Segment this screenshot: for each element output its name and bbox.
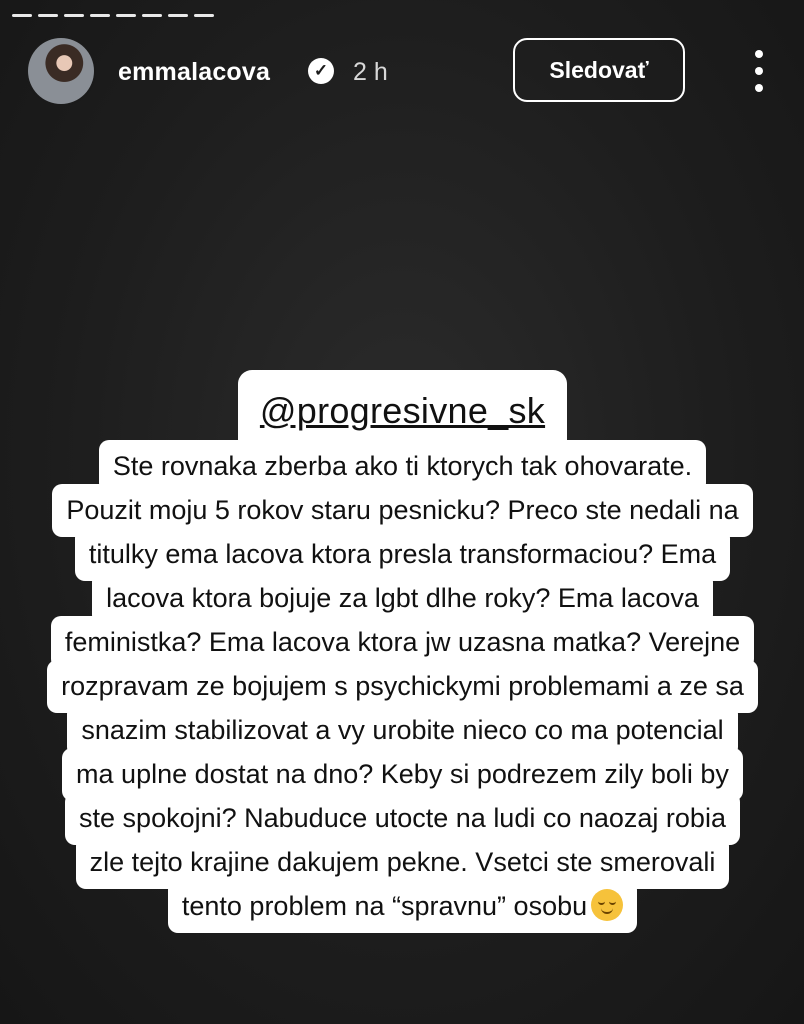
progress-segment [90,14,110,17]
more-vertical-icon[interactable] [752,50,766,92]
dot [755,84,763,92]
text-line: rozpravam ze bojujem s psychickymi problemami a ze sa [47,660,758,713]
text-line: titulky ema lacova ktora presla transformaciou? Ema [75,528,730,581]
progress-segment [64,14,84,17]
text-line: lacova ktora bojuje za lgbt dlhe roky? Ema lacova [92,572,713,625]
text-line: ma uplne dostat na dno? Keby si podrezem zily boli by [62,748,743,801]
story-progress-bar [12,14,214,17]
username[interactable]: emmalacova [118,58,271,86]
text-line: tento problem na “spravnu” osobu [181,891,588,921]
dot [755,50,763,58]
text-line: snazim stabilizovat a vy urobite nieco co ma potencial [67,704,737,757]
mention-link[interactable]: @progresivne_sk [238,370,567,444]
story-header [28,38,780,108]
progress-segment [38,14,58,17]
mention-row [30,370,775,444]
progress-segment [12,14,32,17]
text-line: Pouzit moju 5 rokov staru pesnicku? Preco ste nedali na [52,484,752,537]
progress-segment [116,14,136,17]
text-line: ste spokojni? Nabuduce utocte na ludi co naozaj robia [65,792,740,845]
verified-badge-icon: ✓ [308,58,334,84]
progress-segment [194,14,214,17]
text-line: Ste rovnaka zberba ako ti ktorych tak ohovarate. [99,440,706,493]
progress-segment [168,14,188,17]
dot [755,67,763,75]
follow-button[interactable]: Sledovať [513,38,685,102]
post-time: 2 h [353,58,388,86]
text-line: zle tejto krajine dakujem pekne. Vsetci ste smerovali [76,836,730,889]
message-text [30,440,775,925]
progress-segment [142,14,162,17]
avatar[interactable] [28,38,94,104]
text-sticker [30,370,775,925]
smiling-face-icon [591,889,623,921]
text-line: feministka? Ema lacova ktora jw uzasna matka? Verejne [51,616,754,669]
text-line-last [168,880,637,933]
